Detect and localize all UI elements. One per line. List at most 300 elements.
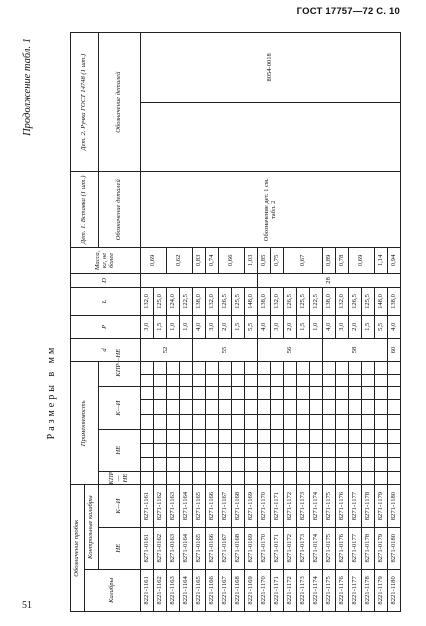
applicability-cell bbox=[310, 471, 323, 485]
caliber-ki-cell: 8271-0179 bbox=[375, 527, 388, 569]
applicability-cell bbox=[388, 374, 401, 387]
mass-cell: 0,75 bbox=[271, 248, 284, 273]
applicability-cell bbox=[141, 362, 154, 375]
applicability-cell bbox=[258, 400, 271, 415]
mass-cell: 0,83 bbox=[193, 248, 206, 273]
applicability-cell bbox=[362, 362, 375, 375]
applicability-cell bbox=[258, 362, 271, 375]
applicability-cell bbox=[271, 400, 284, 415]
applicability-cell bbox=[206, 387, 219, 400]
applicability-cell bbox=[310, 414, 323, 429]
l-cell: 122,5 bbox=[310, 288, 323, 315]
applicability-cell bbox=[219, 374, 232, 387]
applicability-cell bbox=[362, 444, 375, 458]
applicability-cell bbox=[349, 400, 362, 415]
applicability-cell bbox=[375, 414, 388, 429]
applicability-cell bbox=[336, 387, 349, 400]
applicability-cell bbox=[349, 414, 362, 429]
applicability-cell bbox=[232, 444, 245, 458]
applicability-cell bbox=[310, 429, 323, 444]
applicability-cell bbox=[245, 374, 258, 387]
caliber-ki-cell: 8271-0172 bbox=[284, 527, 297, 569]
applicability-cell bbox=[180, 374, 193, 387]
applicability-cell bbox=[258, 458, 271, 472]
applicability-cell bbox=[323, 362, 336, 375]
page-header: ГОСТ 17757—72 С. 10 bbox=[296, 6, 400, 17]
caliber-ne-cell: 8221-1176 bbox=[336, 569, 349, 611]
l-cell: 148,0 bbox=[245, 288, 258, 315]
applicability-cell bbox=[284, 458, 297, 472]
applicability-cell bbox=[310, 458, 323, 472]
applicability-cell bbox=[219, 387, 232, 400]
applicability-cell bbox=[245, 444, 258, 458]
applicability-cell bbox=[336, 444, 349, 458]
applicability-cell bbox=[193, 400, 206, 415]
applicability-cell bbox=[284, 400, 297, 415]
applicability-cell bbox=[232, 471, 245, 485]
applicability-cell bbox=[232, 400, 245, 415]
applicability-cell bbox=[206, 414, 219, 429]
caliber-ne-cell: 8221-1165 bbox=[193, 569, 206, 611]
applicability-cell bbox=[219, 362, 232, 375]
applicability-cell bbox=[349, 471, 362, 485]
applicability-cell bbox=[180, 400, 193, 415]
caliber-ne-cell: 8221-1163 bbox=[167, 569, 180, 611]
kpr-col-header: КПР—НЕ bbox=[99, 471, 141, 485]
caliber-ne-cell: 8221-1169 bbox=[245, 569, 258, 611]
part1-header: Дет. 1. Вставка (1 шт.) bbox=[71, 172, 99, 248]
applicability-cell bbox=[375, 458, 388, 472]
caliber-ki-cell: 8271-0165 bbox=[193, 527, 206, 569]
applicability-cell bbox=[349, 444, 362, 458]
applicability-cell bbox=[206, 362, 219, 375]
applicability-cell bbox=[271, 362, 284, 375]
applicability-cell bbox=[141, 414, 154, 429]
applicability-cell bbox=[167, 444, 180, 458]
applicability-cell bbox=[362, 458, 375, 472]
caliber-kpr-cell: 8271-1169 bbox=[245, 485, 258, 527]
applicability-cell bbox=[336, 458, 349, 472]
applicability-cell bbox=[219, 429, 232, 444]
applicability-cell bbox=[349, 362, 362, 375]
applicability-cell bbox=[271, 429, 284, 444]
p-cell: 3,0 bbox=[271, 315, 284, 338]
applicability-cell bbox=[258, 414, 271, 429]
caliber-kpr-cell: 8271-1163 bbox=[167, 485, 180, 527]
applicability-cell bbox=[297, 414, 310, 429]
applicability-cell bbox=[219, 471, 232, 485]
applicability-cell bbox=[245, 414, 258, 429]
applicability-cell bbox=[388, 387, 401, 400]
caliber-kpr-cell: 8271-1177 bbox=[349, 485, 362, 527]
caliber-kpr-cell: 8271-1162 bbox=[154, 485, 167, 527]
p-cell: 4,0 bbox=[388, 315, 401, 338]
applicability-cell bbox=[206, 400, 219, 415]
p-cell: 4,0 bbox=[323, 315, 336, 338]
p-header: P bbox=[71, 315, 141, 338]
applicability-cell bbox=[167, 400, 180, 415]
calibers-header: Калибры bbox=[85, 569, 141, 611]
applicability-cell bbox=[284, 374, 297, 387]
table-caption: Размеры в мм bbox=[46, 344, 57, 440]
caliber-ne-cell: 8221-1174 bbox=[310, 569, 323, 611]
d-cell: 58 bbox=[323, 338, 388, 361]
part2-designation-header: Обозначение деталей bbox=[99, 33, 141, 172]
mass-cell: 1,14 bbox=[375, 248, 388, 273]
applicability-cell bbox=[349, 374, 362, 387]
applicability-cell bbox=[232, 414, 245, 429]
continuation-title: Продолжение табл. 1 bbox=[22, 38, 33, 136]
applicability-cell bbox=[206, 444, 219, 458]
applicability-cell bbox=[245, 471, 258, 485]
applicability-cell bbox=[323, 458, 336, 472]
d-header: d bbox=[71, 338, 141, 361]
mass-cell: 1,03 bbox=[245, 248, 258, 273]
applicability-cell bbox=[310, 374, 323, 387]
l-cell: 125,5 bbox=[362, 288, 375, 315]
applicability-cell bbox=[284, 362, 297, 375]
applicability-cell bbox=[141, 444, 154, 458]
applicability-cell bbox=[232, 387, 245, 400]
applicability-cell bbox=[219, 400, 232, 415]
applicability-cell bbox=[180, 458, 193, 472]
applicability-cell bbox=[362, 414, 375, 429]
l-cell: 138,0 bbox=[258, 288, 271, 315]
applicability-cell bbox=[232, 374, 245, 387]
applicability-cell bbox=[154, 414, 167, 429]
applicability-cell bbox=[219, 414, 232, 429]
applicability-cell bbox=[310, 444, 323, 458]
applicability-cell bbox=[154, 471, 167, 485]
app-ki-header: К—И bbox=[99, 387, 141, 429]
mass-cell: 0,89 bbox=[323, 248, 336, 273]
applicability-cell bbox=[180, 414, 193, 429]
caliber-ki-cell: 8271-0162 bbox=[154, 527, 167, 569]
applicability-cell bbox=[245, 429, 258, 444]
applicability-cell bbox=[271, 458, 284, 472]
applicability-cell bbox=[193, 362, 206, 375]
applicability-cell bbox=[323, 429, 336, 444]
l-cell: 148,0 bbox=[375, 288, 388, 315]
applicability-cell bbox=[284, 414, 297, 429]
applicability-cell bbox=[206, 471, 219, 485]
applicability-cell bbox=[167, 471, 180, 485]
applicability-cell bbox=[271, 444, 284, 458]
applicability-cell bbox=[245, 458, 258, 472]
caliber-ne-cell: 8221-1175 bbox=[323, 569, 336, 611]
applicability-cell bbox=[310, 387, 323, 400]
applicability-cell bbox=[310, 400, 323, 415]
caliber-ki-cell: 8271-0174 bbox=[310, 527, 323, 569]
applicability-cell bbox=[323, 387, 336, 400]
applicability-cell bbox=[349, 429, 362, 444]
caliber-ne-cell: 8221-1171 bbox=[271, 569, 284, 611]
applicability-cell bbox=[336, 471, 349, 485]
applicability-cell bbox=[180, 429, 193, 444]
applicability-cell bbox=[232, 362, 245, 375]
ki-col-header: К—И bbox=[99, 485, 141, 527]
table-body bbox=[141, 33, 401, 612]
applicability-cell bbox=[297, 387, 310, 400]
caliber-ki-cell: 8271-0173 bbox=[297, 527, 310, 569]
applicability-cell bbox=[180, 471, 193, 485]
applicability-cell bbox=[141, 429, 154, 444]
applicability-cell bbox=[375, 387, 388, 400]
applicability-cell bbox=[388, 471, 401, 485]
caliber-ne-cell: 8221-1167 bbox=[219, 569, 232, 611]
d-cell: 60 bbox=[388, 338, 401, 361]
mass-cell: 0,94 bbox=[388, 248, 401, 273]
caliber-ne-cell: 8221-1173 bbox=[297, 569, 310, 611]
p-cell: 1,5 bbox=[232, 315, 245, 338]
applicability-cell bbox=[141, 471, 154, 485]
l-cell: 125,5 bbox=[297, 288, 310, 315]
caliber-ki-cell: 8271-0175 bbox=[323, 527, 336, 569]
caliber-ne-cell: 8221-1166 bbox=[206, 569, 219, 611]
caliber-ki-cell: 8271-0166 bbox=[206, 527, 219, 569]
applicability-cell bbox=[141, 458, 154, 472]
applicability-cell bbox=[297, 400, 310, 415]
applicability-cell bbox=[154, 429, 167, 444]
applicability-cell bbox=[258, 444, 271, 458]
p-cell: 5,5 bbox=[245, 315, 258, 338]
ne-col-header: НЕ bbox=[99, 527, 141, 569]
rotated-content bbox=[22, 32, 412, 612]
caliber-ki-cell: 8271-0168 bbox=[232, 527, 245, 569]
applicability-cell bbox=[323, 400, 336, 415]
part-designation-header: Обозначение деталей bbox=[99, 172, 141, 248]
applicability-cell bbox=[206, 374, 219, 387]
mass-header: Масса, кг, не более bbox=[71, 248, 141, 273]
applicability-cell bbox=[336, 362, 349, 375]
applicability-cell bbox=[297, 458, 310, 472]
p-cell: 3,0 bbox=[141, 315, 154, 338]
p-cell: 4,0 bbox=[258, 315, 271, 338]
applicability-cell bbox=[141, 400, 154, 415]
mass-cell: 0,67 bbox=[284, 248, 323, 273]
applicability-cell bbox=[388, 444, 401, 458]
d-cell: 56 bbox=[258, 338, 323, 361]
l-cell: 138,0 bbox=[388, 288, 401, 315]
mass-cell: 0,62 bbox=[167, 248, 193, 273]
applicability-cell bbox=[154, 362, 167, 375]
applicability-cell bbox=[323, 444, 336, 458]
caliber-kpr-cell: 8271-1167 bbox=[219, 485, 232, 527]
l-cell: 125,0 bbox=[154, 288, 167, 315]
applicability-cell bbox=[232, 429, 245, 444]
caliber-ne-cell: 8221-1178 bbox=[362, 569, 375, 611]
applicability-cell bbox=[167, 362, 180, 375]
applicability-cell bbox=[362, 387, 375, 400]
page-number: 51 bbox=[22, 600, 32, 611]
applicability-cell bbox=[193, 429, 206, 444]
p-cell: 5,5 bbox=[375, 315, 388, 338]
applicability-cell bbox=[297, 362, 310, 375]
applicability-cell bbox=[349, 458, 362, 472]
p-cell: 1,5 bbox=[297, 315, 310, 338]
caliber-ki-cell: 8271-0170 bbox=[258, 527, 271, 569]
p-cell: 3,0 bbox=[336, 315, 349, 338]
applicability-cell bbox=[271, 374, 284, 387]
applicability-cell bbox=[193, 471, 206, 485]
applicability-cell bbox=[167, 387, 180, 400]
applicability-cell bbox=[336, 414, 349, 429]
d-cell: 52 bbox=[141, 338, 193, 361]
applicability-cell bbox=[154, 458, 167, 472]
caliber-ne-cell: 8221-1180 bbox=[388, 569, 401, 611]
applicability-cell bbox=[323, 374, 336, 387]
applicability-cell bbox=[206, 458, 219, 472]
d-cell: 55 bbox=[193, 338, 258, 361]
caliber-kpr-cell: 8271-1165 bbox=[193, 485, 206, 527]
applicability-cell bbox=[349, 387, 362, 400]
applicability-cell bbox=[323, 471, 336, 485]
applicability-cell bbox=[141, 387, 154, 400]
caliber-kpr-cell: 8271-1171 bbox=[271, 485, 284, 527]
caliber-ne-cell: 8221-1177 bbox=[349, 569, 362, 611]
table-row bbox=[141, 33, 154, 612]
caliber-ki-cell: 8271-0169 bbox=[245, 527, 258, 569]
p-cell: 1,5 bbox=[362, 315, 375, 338]
applicability-cell bbox=[336, 374, 349, 387]
l-cell: 126,5 bbox=[284, 288, 297, 315]
applicability-cell bbox=[271, 414, 284, 429]
applicability-cell bbox=[258, 429, 271, 444]
applicability-cell bbox=[362, 471, 375, 485]
applicability-cell bbox=[375, 374, 388, 387]
applicability-cell bbox=[154, 444, 167, 458]
rotated-table-area bbox=[22, 32, 412, 612]
applicability-cell bbox=[219, 444, 232, 458]
applicability-cell bbox=[310, 362, 323, 375]
caliber-kpr-cell: 8271-1172 bbox=[284, 485, 297, 527]
caliber-ne-cell: 8221-1170 bbox=[258, 569, 271, 611]
caliber-ki-cell: 8271-0171 bbox=[271, 527, 284, 569]
l-cell: 132,0 bbox=[141, 288, 154, 315]
mass-cell: 0,66 bbox=[219, 248, 245, 273]
applicability-cell bbox=[180, 444, 193, 458]
applicability-cell bbox=[284, 444, 297, 458]
p-cell: 1,0 bbox=[167, 315, 180, 338]
applicability-cell bbox=[167, 414, 180, 429]
applicability-cell bbox=[362, 400, 375, 415]
caliber-ne-cell: 8221-1161 bbox=[141, 569, 154, 611]
applicability-cell bbox=[258, 471, 271, 485]
applicability-cell bbox=[193, 387, 206, 400]
caliber-ki-cell: 8271-0176 bbox=[336, 527, 349, 569]
applicability-cell bbox=[375, 362, 388, 375]
applicability-cell bbox=[362, 374, 375, 387]
l-cell: 126,5 bbox=[219, 288, 232, 315]
p-cell: 1,0 bbox=[180, 315, 193, 338]
caliber-ki-cell: 8271-0163 bbox=[167, 527, 180, 569]
caliber-ki-cell: 8271-0178 bbox=[362, 527, 375, 569]
part2-header: Дет. 2. Ручка ГОСТ 14748 (1 шт.) bbox=[71, 33, 99, 172]
applicability-cell bbox=[154, 387, 167, 400]
applicability-cell bbox=[258, 374, 271, 387]
mass-cell: 0,69 bbox=[141, 248, 167, 273]
caliber-kpr-cell: 8271-1178 bbox=[362, 485, 375, 527]
mass-cell: 0,78 bbox=[336, 248, 349, 273]
p-cell: 2,0 bbox=[284, 315, 297, 338]
applicability-cell bbox=[336, 429, 349, 444]
applicability-cell bbox=[388, 458, 401, 472]
caliber-kpr-cell: 8271-1176 bbox=[336, 485, 349, 527]
designation-header: Обозначение пробок bbox=[71, 485, 85, 612]
caliber-ki-cell: 8271-0164 bbox=[180, 527, 193, 569]
caliber-ne-cell: 8221-1164 bbox=[180, 569, 193, 611]
mass-cell: 0,74 bbox=[206, 248, 219, 273]
applicability-cell bbox=[193, 458, 206, 472]
big-d-header: D bbox=[71, 273, 141, 288]
p-cell: 2,0 bbox=[349, 315, 362, 338]
applicability-cell bbox=[388, 400, 401, 415]
caliber-kpr-cell: 8271-1174 bbox=[310, 485, 323, 527]
p-cell: 3,0 bbox=[206, 315, 219, 338]
caliber-kpr-cell: 8271-1166 bbox=[206, 485, 219, 527]
applicability-cell bbox=[297, 471, 310, 485]
applicability-cell bbox=[167, 429, 180, 444]
applicability-cell bbox=[297, 444, 310, 458]
caliber-ki-cell: 8271-0177 bbox=[349, 527, 362, 569]
applicability-cell bbox=[180, 387, 193, 400]
p-cell: 4,0 bbox=[193, 315, 206, 338]
l-cell: 138,0 bbox=[193, 288, 206, 315]
applicability-cell bbox=[206, 429, 219, 444]
applicability-cell bbox=[284, 429, 297, 444]
caliber-ki-cell: 8271-0180 bbox=[388, 527, 401, 569]
control-calibers-header: Контрольные калибры bbox=[85, 485, 99, 569]
applicability-cell bbox=[180, 362, 193, 375]
l-cell: 132,0 bbox=[206, 288, 219, 315]
l-cell: 122,5 bbox=[180, 288, 193, 315]
l-cell: 132,0 bbox=[271, 288, 284, 315]
applicability-cell bbox=[271, 387, 284, 400]
applicability-cell bbox=[245, 400, 258, 415]
p-cell: 2,0 bbox=[219, 315, 232, 338]
caliber-kpr-cell: 8271-1164 bbox=[180, 485, 193, 527]
applicability-cell bbox=[245, 387, 258, 400]
caliber-kpr-cell: 8271-1161 bbox=[141, 485, 154, 527]
applicability-cell bbox=[154, 400, 167, 415]
caliber-ki-cell: 8271-0167 bbox=[219, 527, 232, 569]
applicability-cell bbox=[388, 429, 401, 444]
part2-value-cell: 8054-0018 bbox=[141, 33, 401, 103]
l-cell: 126,5 bbox=[349, 288, 362, 315]
applicability-cell bbox=[297, 374, 310, 387]
applicability-cell bbox=[284, 387, 297, 400]
caliber-kpr-cell: 8271-1168 bbox=[232, 485, 245, 527]
applicability-cell bbox=[167, 374, 180, 387]
applicability-cell bbox=[193, 374, 206, 387]
big-d-cell bbox=[141, 273, 258, 288]
l-cell: 125,5 bbox=[232, 288, 245, 315]
part1-note-cell: Обозначение дет. 1 см. табл. 2 bbox=[141, 172, 401, 248]
caliber-kpr-cell: 8271-1173 bbox=[297, 485, 310, 527]
applicability-cell bbox=[323, 414, 336, 429]
caliber-ne-cell: 8221-1172 bbox=[284, 569, 297, 611]
caliber-kpr-cell: 8271-1170 bbox=[258, 485, 271, 527]
l-cell: 124,0 bbox=[167, 288, 180, 315]
caliber-kpr-cell: 8271-1175 bbox=[323, 485, 336, 527]
applicability-cell bbox=[375, 471, 388, 485]
applicability-cell bbox=[375, 444, 388, 458]
applicability-cell bbox=[362, 429, 375, 444]
applicability-cell bbox=[388, 414, 401, 429]
p-cell: 1,5 bbox=[154, 315, 167, 338]
applicability-cell bbox=[193, 414, 206, 429]
applicability-cell bbox=[141, 374, 154, 387]
